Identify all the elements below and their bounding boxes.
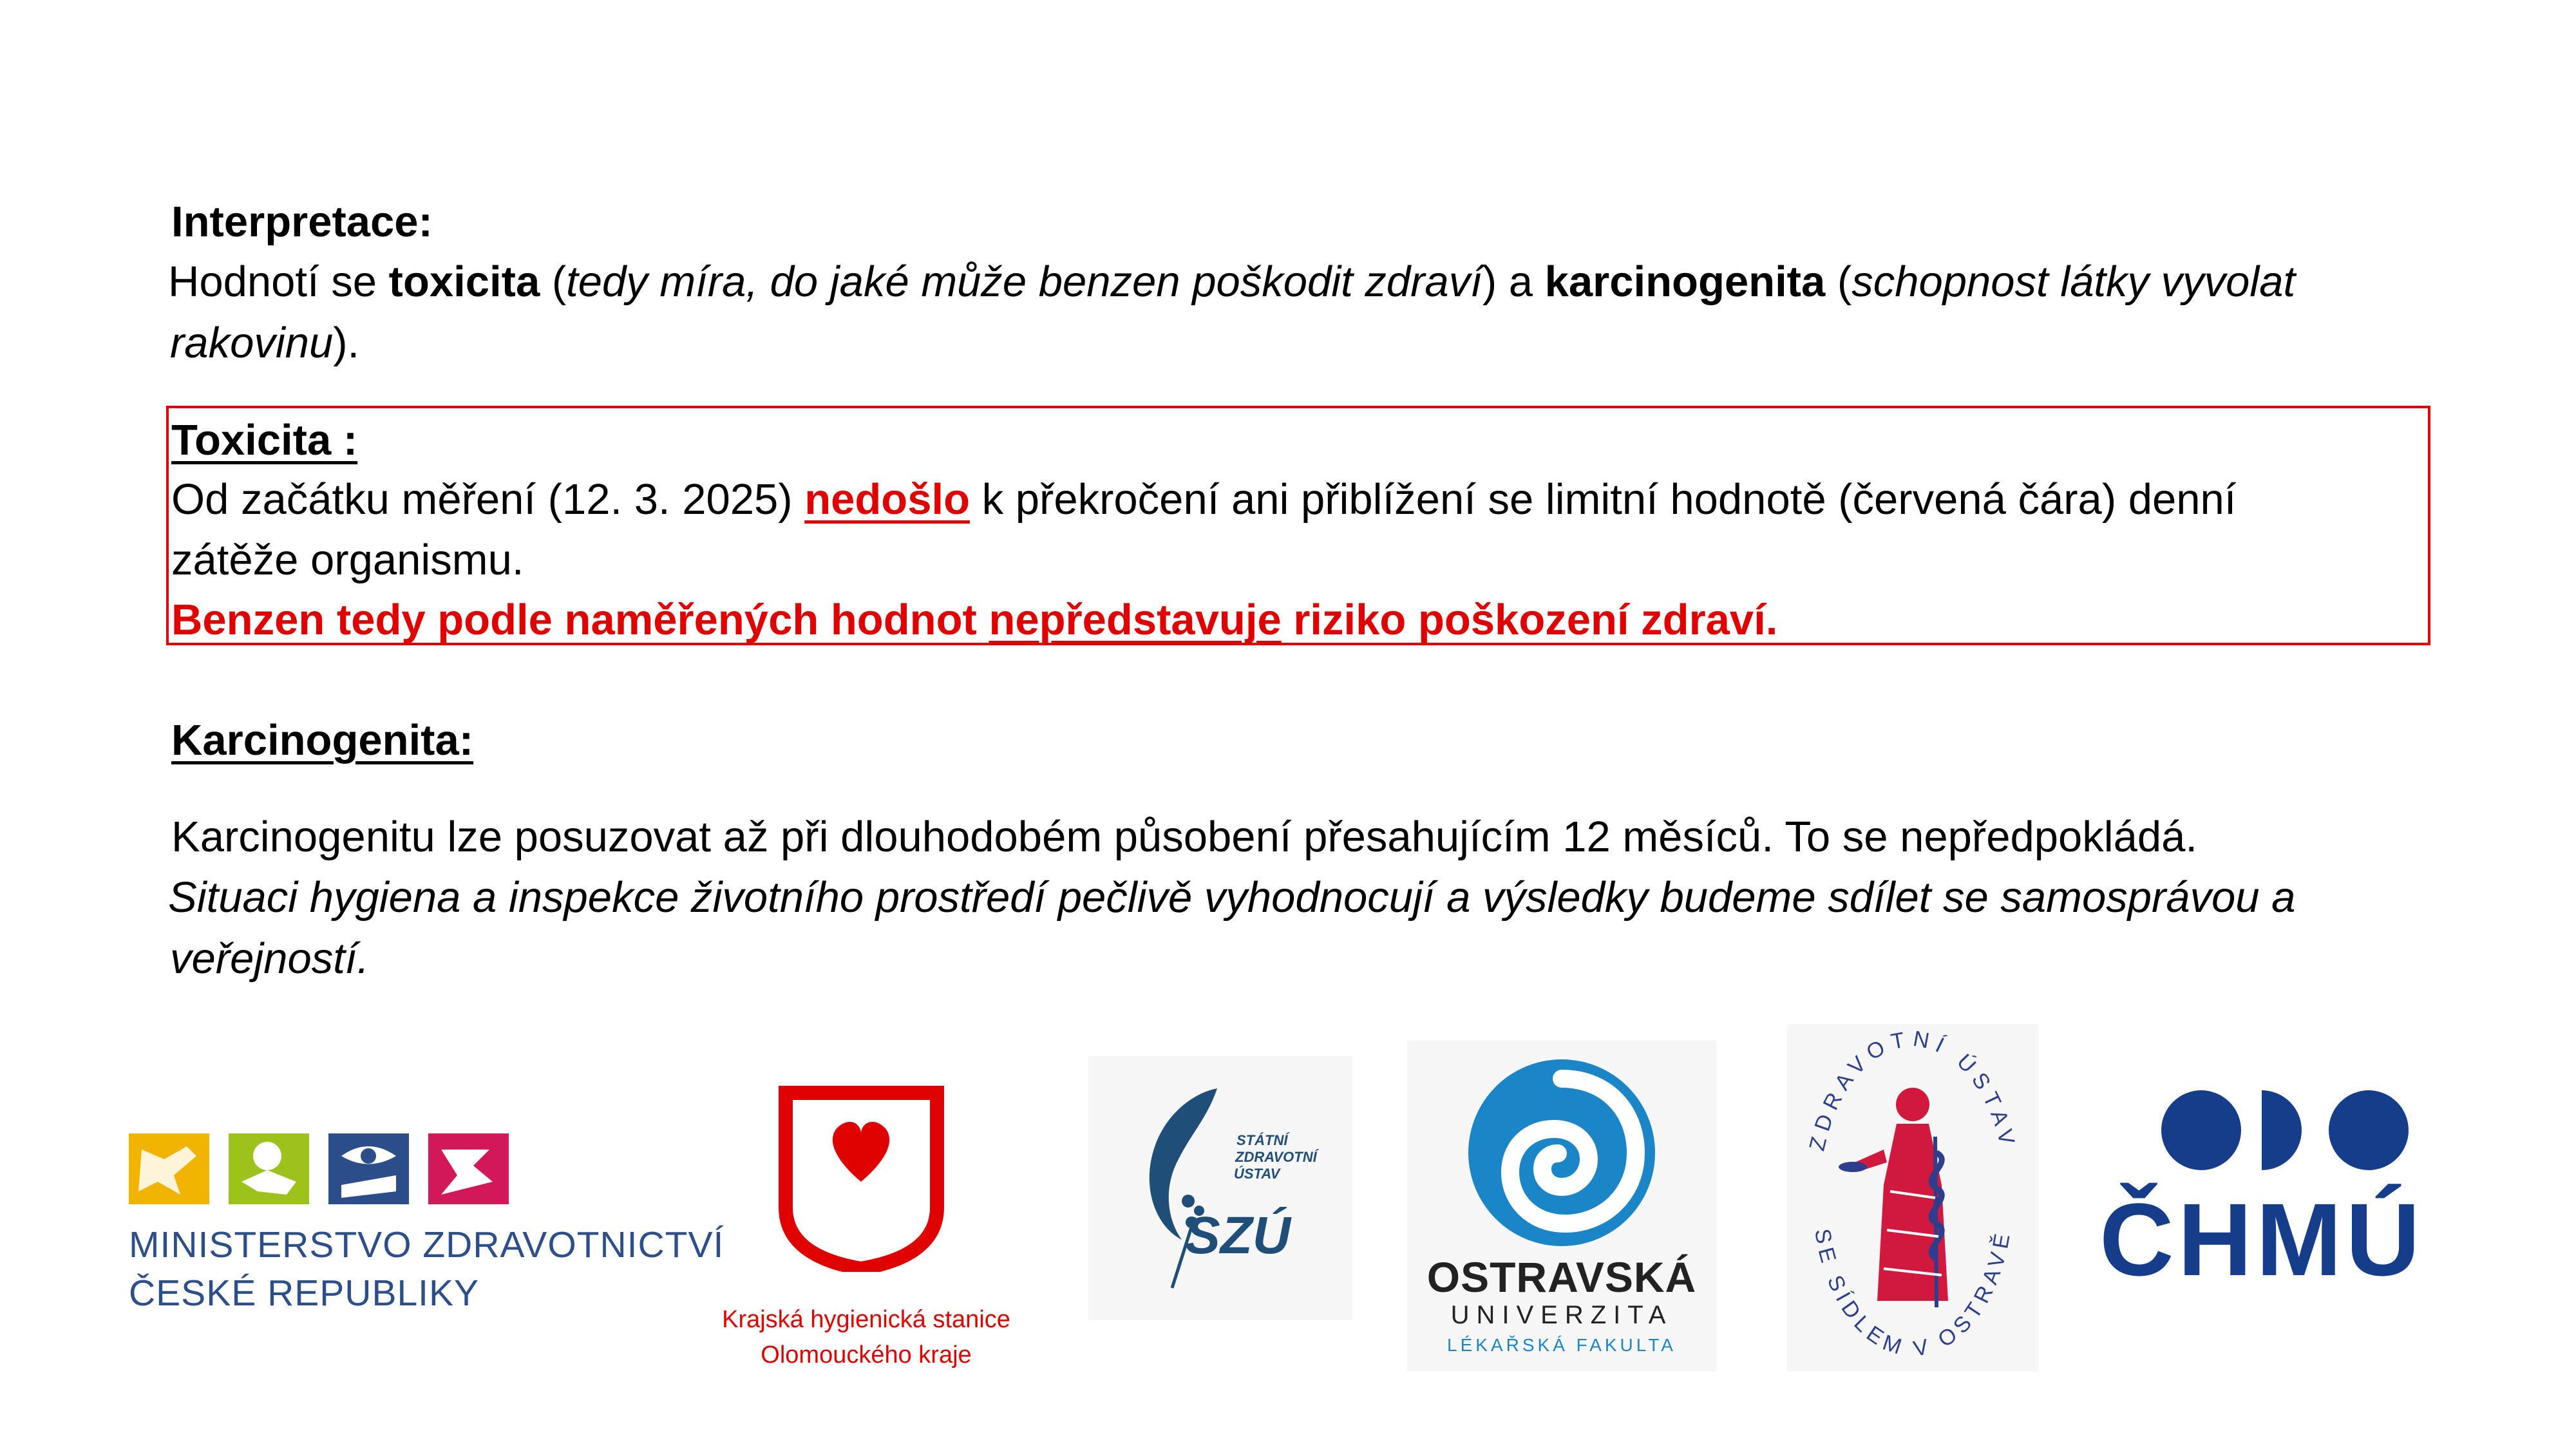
interpretace-text: ) a: [1482, 258, 1545, 306]
toxicita-definition: tedy míra, do jaké může benzen poškodit zdraví: [566, 258, 1482, 306]
toxicita-conclusion: [171, 589, 1777, 650]
nedoslo-highlight: nedošlo: [804, 475, 971, 524]
khs-caption-line1: Krajská hygienická stanice: [722, 1306, 1010, 1333]
toxicita-term: toxicita: [388, 258, 540, 306]
conclusion-text: Benzen tedy podle naměřených hodnot: [171, 596, 989, 644]
interpretace-text: (: [540, 258, 567, 306]
heart-shield-icon: [705, 1085, 1027, 1272]
mzcr-name-line2: ČESKÉ REPUBLIKY: [129, 1273, 480, 1314]
karcinogenita-line2: Situaci hygiena a inspekce životního prostředí pečlivě vyhodnocují a výsledky budeme sdílet se samosprávou a: [168, 873, 2296, 922]
nepredstavuje-highlight: nepředstavuje: [989, 596, 1282, 644]
toxicita-line2: zátěže organismu.: [171, 536, 524, 584]
zu-logo: [1787, 1024, 2038, 1372]
khs-caption-line2: Olomouckého kraje: [761, 1341, 972, 1368]
hygieia-seal-icon: [1787, 1024, 2038, 1372]
szu-emblem-icon: [1088, 1056, 1352, 1320]
zu-seal-top-text: ZDRAVOTNÍ ÚSTAV: [1804, 1026, 2021, 1153]
mzcr-name-line1: MINISTERSTVO ZDRAVOTNICTVÍ: [129, 1224, 724, 1265]
osu-logo: [1407, 1040, 1716, 1372]
karcinogenita-heading: Karcinogenita:: [171, 716, 474, 764]
karcinogenita-definition-cont: rakovinu: [170, 319, 334, 367]
interpretace-paragraph-line1: [168, 251, 2295, 312]
karcinogenita-definition: schopnost látky vyvolat: [1852, 258, 2296, 306]
karcinogenita-line3: veřejností.: [170, 934, 370, 983]
toxicita-text: k překročení ani přiblížení se limitní hodnotě (červená čára) denní: [970, 475, 2237, 524]
conclusion-text: riziko poškození zdraví.: [1281, 596, 1778, 644]
toxicita-heading: Toxicita :: [171, 416, 358, 464]
interpretace-text: Hodnotí se: [168, 258, 389, 306]
mzcr-logo: [129, 1130, 724, 1323]
interpretace-paragraph-line2: [170, 312, 359, 374]
interpretace-text: (: [1825, 258, 1852, 306]
interpretace-text: ).: [333, 319, 360, 367]
karcinogenita-term: karcinogenita: [1544, 258, 1826, 306]
khs-logo: [705, 1085, 1027, 1375]
szu-name-line3: ÚSTAV: [1234, 1166, 1280, 1182]
interpretace-heading: Interpretace:: [171, 198, 433, 246]
osu-name-line3: LÉKAŘSKÁ FAKULTA: [1447, 1335, 1676, 1355]
zu-seal-bottom-text: SE SÍDLEM V OSTRAVĚ: [1810, 1227, 2016, 1361]
chmu-logo: [2099, 1088, 2434, 1301]
karcinogenita-line1: Karcinogenitu lze posuzovat až při dlouhodobém působení přesahujícím 12 měsíců. To se nepředpokládá.: [171, 813, 2198, 861]
szu-logo: [1088, 1056, 1352, 1320]
chmu-abbr: ČHMÚ: [2099, 1182, 2424, 1297]
toxicita-line1: [171, 469, 2236, 530]
chmu-dots-icon: [2099, 1088, 2434, 1185]
szu-abbr: SZÚ: [1185, 1206, 1291, 1265]
szu-name-line1: STÁTNÍ: [1236, 1132, 1288, 1148]
toxicita-text: Od začátku měření (12. 3. 2025): [171, 475, 805, 524]
osu-name-line2: UNIVERZITA: [1450, 1301, 1673, 1329]
szu-name-line2: ZDRAVOTNÍ: [1235, 1149, 1317, 1165]
osu-name-line1: OSTRAVSKÁ: [1426, 1253, 1697, 1301]
